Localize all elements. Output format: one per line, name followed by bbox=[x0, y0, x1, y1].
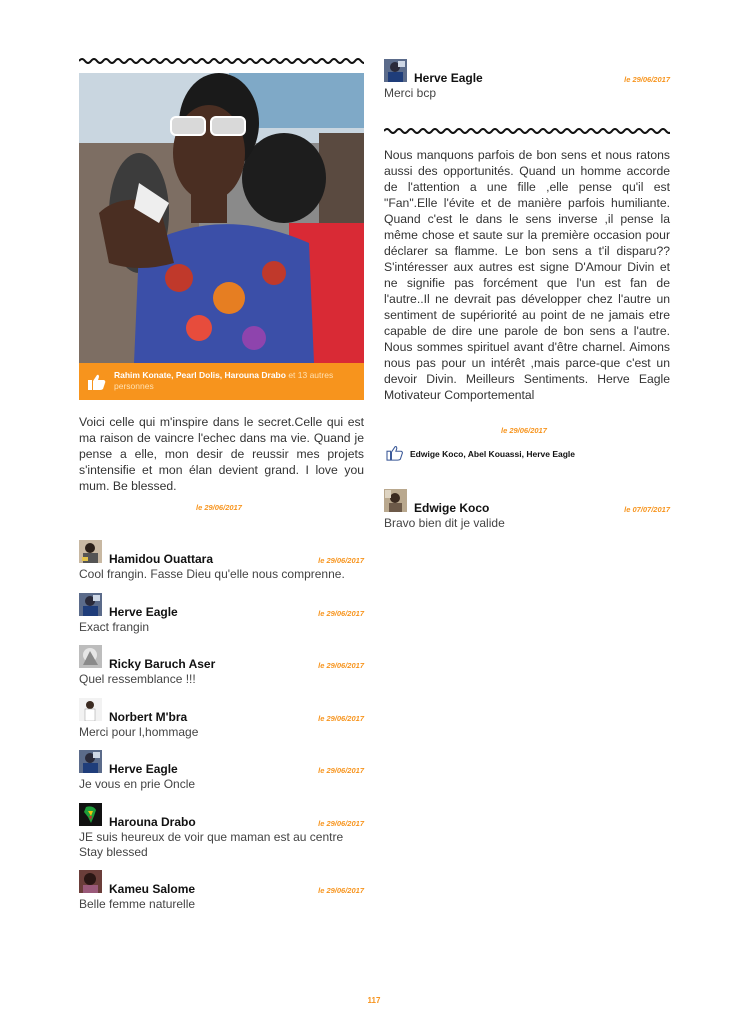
comment-line: Exact frangin bbox=[79, 620, 150, 634]
comment-date: le 07/07/2017 bbox=[624, 505, 670, 514]
wave-divider-right bbox=[384, 126, 670, 136]
comment-date: le 29/06/2017 bbox=[318, 661, 364, 670]
comment-line: Quel ressemblance !!! bbox=[79, 672, 196, 686]
comment-date: le 29/06/2017 bbox=[318, 766, 364, 775]
second-post-likes bbox=[384, 445, 670, 465]
comment-date: le 29/06/2017 bbox=[318, 556, 364, 565]
avatar[interactable] bbox=[79, 645, 102, 668]
comment-item bbox=[79, 750, 364, 790]
avatar[interactable] bbox=[79, 540, 102, 563]
comment-line: Belle femme naturelle bbox=[79, 897, 196, 911]
comment-text bbox=[79, 620, 149, 635]
likers-names[interactable]: Rahim Konate, Pearl Dolis, Harouna Drabo bbox=[114, 370, 286, 380]
comment-text: Bravo bien dit je valide bbox=[384, 516, 505, 530]
page-number: 117 bbox=[367, 996, 381, 1005]
likers-others[interactable]: et 13 autres personnes bbox=[114, 370, 334, 391]
commenter-name[interactable]: Ricky Baruch Aser bbox=[109, 657, 216, 671]
post-photo bbox=[79, 73, 364, 363]
avatar[interactable] bbox=[79, 803, 102, 826]
commenter-name[interactable]: Edwige Koco bbox=[414, 501, 490, 515]
comment-item bbox=[79, 803, 364, 859]
commenter-name[interactable]: Norbert M'bra bbox=[109, 710, 188, 724]
commenter-name[interactable]: Harouna Drabo bbox=[109, 815, 196, 829]
thumbs-up-icon[interactable] bbox=[87, 373, 107, 391]
avatar[interactable] bbox=[79, 698, 102, 721]
avatar[interactable] bbox=[384, 489, 407, 512]
comment-text bbox=[79, 567, 345, 582]
post-date: le 29/06/2017 bbox=[196, 503, 242, 512]
likers-names[interactable]: Edwige Koco, Abel Kouassi, Herve Eagle bbox=[410, 449, 576, 459]
avatar[interactable] bbox=[79, 870, 102, 893]
comment-item bbox=[79, 870, 364, 910]
second-post-date: le 29/06/2017 bbox=[501, 426, 547, 435]
comment-item bbox=[79, 698, 364, 738]
comment-line: JE suis heureux de voir que maman est au centre bbox=[79, 830, 344, 844]
comment-item bbox=[79, 593, 364, 633]
comment-item bbox=[79, 540, 364, 580]
commenter-name[interactable]: Hamidou Ouattara bbox=[109, 552, 214, 566]
wave-divider-left bbox=[79, 56, 364, 66]
comment-text: Merci bcp bbox=[384, 86, 437, 100]
commenter-name[interactable]: Herve Eagle bbox=[109, 762, 178, 776]
comment-date: le 29/06/2017 bbox=[624, 75, 670, 84]
comment-line-2: Stay blessed bbox=[79, 845, 148, 859]
avatar[interactable] bbox=[79, 593, 102, 616]
comment-line: Je vous en prie Oncle bbox=[79, 777, 196, 791]
commenter-name[interactable]: Herve Eagle bbox=[109, 605, 178, 619]
comment-date: le 29/06/2017 bbox=[318, 609, 364, 618]
comment-item bbox=[384, 489, 670, 529]
comment-text bbox=[79, 672, 196, 687]
comment-date: le 29/06/2017 bbox=[318, 819, 364, 828]
comment-text bbox=[79, 830, 343, 860]
comment-line: Merci pour l,hommage bbox=[79, 725, 199, 739]
commenter-name[interactable]: Kameu Salome bbox=[109, 882, 196, 896]
likes-bar bbox=[79, 363, 364, 400]
second-post-text: Nous manquons parfois de bon sens et nous ratons aussi des opportunités. Quand un homme accorde de l'attention a une fille ,elle pense qu'il est "Fan".Elle l'évite et de manière parfois humiliante. Quand c'est le dans le sens inverse ,il pense la même chose et saute sur la première occasion pour déclarer sa flamme. Le bon sens a t'il disparu?? S'intéresser aux autres est signe D'Amour Divin et ne signifie pas forcément que l'un est fan de l'autre..Il ne devrait pas développer chez l'autre un sentiment de supériorité au point de ne jamais etre capable de dire une parole de bon sens a l'autre. Nous sommes spirituel avant d'être charnel. Aimons nous pas pour un intérêt ,mais parce-que c'est un devoir Divin. Meilleurs Sentiments. Herve Eagle Motivateur Comportemental bbox=[384, 148, 670, 402]
comment-text bbox=[79, 725, 198, 740]
comment-item bbox=[384, 59, 670, 99]
comment-item bbox=[79, 645, 364, 685]
avatar[interactable] bbox=[79, 750, 102, 773]
comment-date: le 29/06/2017 bbox=[318, 714, 364, 723]
post-text: Voici celle qui m'inspire dans le secret.Celle qui est ma raison de vaincre l'echec dans ma vie. Quand je pense a elle, mon desir de reussir mes projets s'intensifie et mon élan devient grand. I love you mum. Be blessed. bbox=[79, 415, 364, 493]
avatar[interactable] bbox=[384, 59, 407, 82]
comment-text bbox=[79, 897, 195, 912]
likes-text bbox=[114, 370, 354, 392]
comment-line: Cool frangin. Fasse Dieu qu'elle nous comprenne. bbox=[79, 567, 345, 581]
comment-date: le 29/06/2017 bbox=[318, 886, 364, 895]
commenter-name[interactable]: Herve Eagle bbox=[414, 71, 483, 85]
comment-text bbox=[79, 777, 195, 792]
thumbs-up-icon[interactable] bbox=[386, 445, 404, 461]
